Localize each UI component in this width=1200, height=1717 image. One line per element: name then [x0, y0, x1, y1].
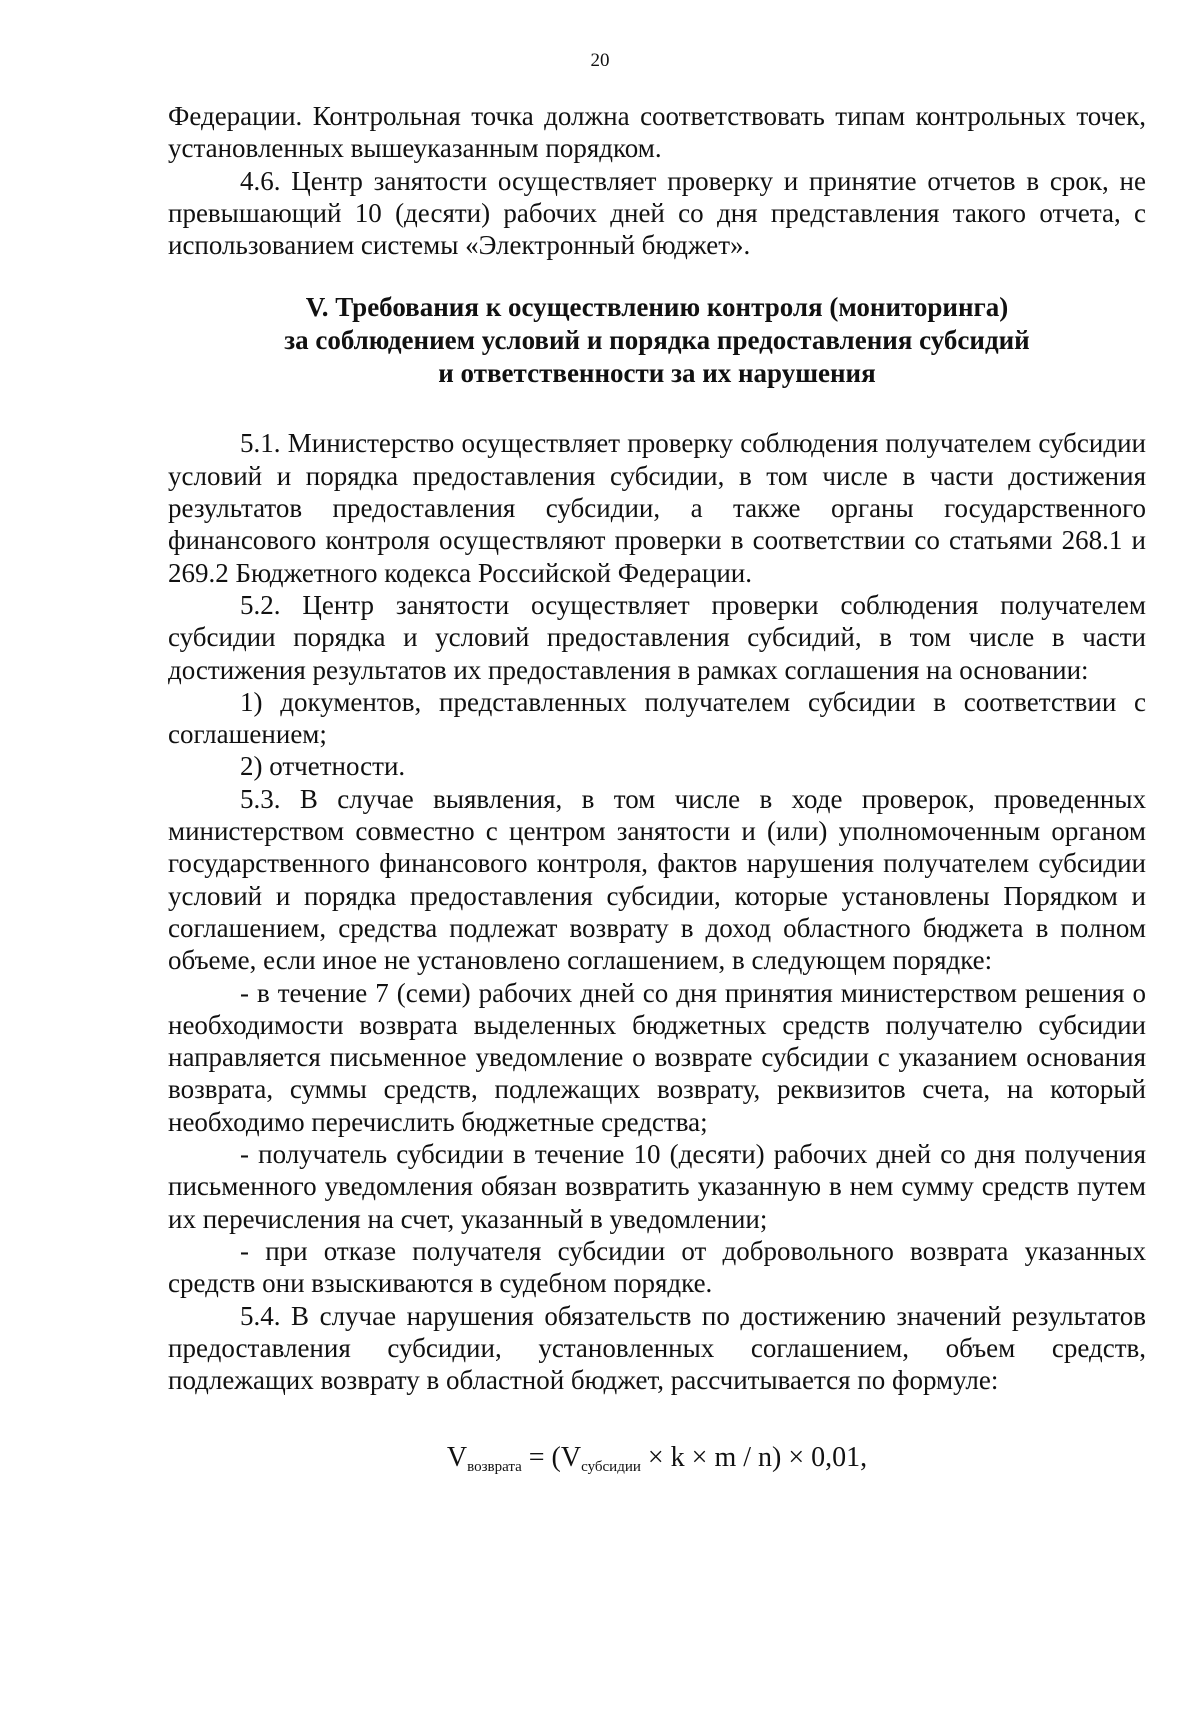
- paragraph-5-3-bullet-3: - при отказе получателя субсидии от добровольного возврата указанных средств они взыскиваются в судебном порядке.: [168, 1235, 1146, 1299]
- paragraph-5-2-item-1: 1) документов, представленных получателем субсидии в соответствии с соглашением;: [168, 686, 1146, 750]
- section-heading-line-3: и ответственности за их нарушения: [438, 358, 876, 389]
- formula-equals: = (: [521, 1442, 561, 1474]
- paragraph-5-3-bullet-2: - получатель субсидии в течение 10 (десяти) рабочих дней со дня получения письменного уведомления обязан возвратить указанную в нем сумму средств путем их перечисления на счет, указанный в уведомлении;: [168, 1139, 1146, 1234]
- paragraph-5-3: 5.3. В случае выявления, в том числе в ходе проверок, проведенных министерством совместно с центром занятости и (или) уполномоченным органом государственного финансового контроля, фактов нарушения получателем субсидии условий и порядка предоставления субсидии, которые установлены Порядком и соглашением, средства подлежат возврату в доход областного бюджета в полном объеме, если иное не установлено соглашением, в следующем порядке:: [168, 783, 1146, 976]
- page-number: 20: [590, 50, 610, 71]
- formula-rhs-symbol: V: [560, 1442, 582, 1474]
- formula-rhs-subscript: субсидии: [581, 1459, 641, 1476]
- paragraph-4-6: 4.6. Центр занятости осуществляет проверку и принятие отчетов в срок, не превышающий 10 (десяти) рабочих дней со дня представления такого отчета, с использованием системы «Электронный бюджет».: [168, 165, 1146, 261]
- paragraph-5-3-bullet-1: - в течение 7 (семи) рабочих дней со дня принятия министерством решения о необходимости возврата выделенных бюджетных средств получателю субсидии направляется письменное уведомление о возврате субсидии с указанием основания возврата, суммы средств, подлежащих возврату, реквизитов счета, на который необходимо перечислить бюджетные средства;: [168, 977, 1146, 1137]
- refund-formula: [168, 1442, 1146, 1483]
- section-heading: [168, 291, 1146, 390]
- paragraph-5-1: 5.1. Министерство осуществляет проверку соблюдения получателем субсидии условий и порядка предоставления субсидии, в том числе в части достижения результатов предоставления субсидии, а также органы государственного финансового контроля осуществляют проверки в соответствии со статьями 268.1 и 269.2 Бюджетного кодекса Российской Федерации.: [168, 428, 1146, 588]
- paragraph-continuation: Федерации. Контрольная точка должна соответствовать типам контрольных точек, установленных вышеуказанным порядком.: [168, 101, 1146, 164]
- paragraph-5-2-item-2: 2) отчетности.: [240, 751, 406, 782]
- section-heading-line-1: V. Требования к осуществлению контроля (мониторинга): [305, 292, 1009, 323]
- paragraph-5-2: 5.2. Центр занятости осуществляет проверки соблюдения получателем субсидии порядка и условий предоставления субсидий, в том числе в части достижения результатов их предоставления в рамках соглашения на основании:: [168, 589, 1146, 685]
- document-body: [168, 100, 1146, 1484]
- section-heading-line-2: за соблюдением условий и порядка предоставления субсидий: [284, 325, 1030, 356]
- paragraph-5-4: 5.4. В случае нарушения обязательств по достижению значений результатов предоставления субсидии, установленных соглашением, объем средств, подлежащих возврату в областной бюджет, рассчитывается по формуле:: [168, 1300, 1146, 1396]
- formula-rest: × k × m / n) × 0,01,: [640, 1442, 868, 1474]
- formula-lhs-symbol: V: [446, 1442, 468, 1474]
- formula-lhs-subscript: возврата: [467, 1459, 522, 1476]
